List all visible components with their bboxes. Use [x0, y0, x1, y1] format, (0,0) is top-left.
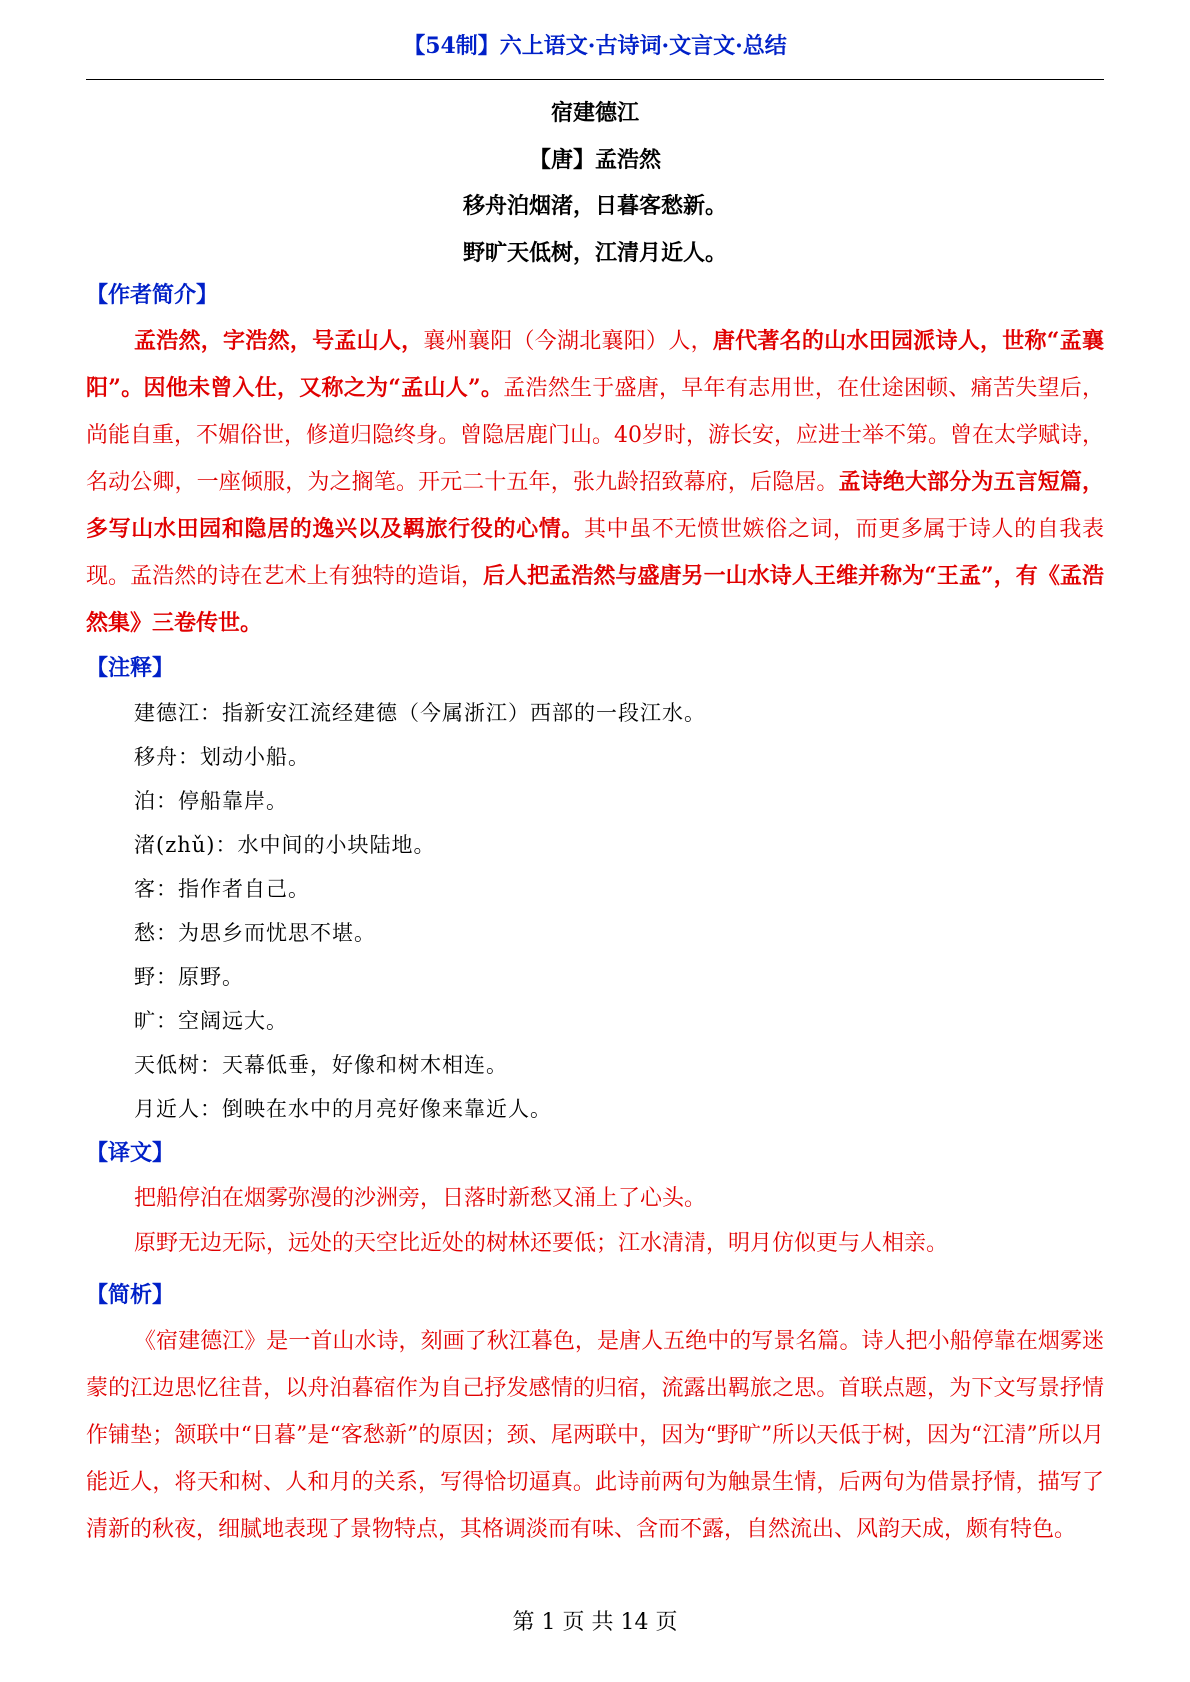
note-item: 渚(zhǔ)：水中间的小块陆地。 — [134, 833, 436, 857]
translation-line: 把船停泊在烟雾弥漫的沙洲旁，日落时新愁又涌上了心头。 — [134, 1186, 707, 1211]
intro-segment: 孟浩然，字浩然，号孟山人， — [134, 328, 424, 354]
note-item: 移舟：划动小船。 — [134, 745, 310, 769]
poem-line: 移舟泊烟渚，日暮客愁新。 — [462, 193, 727, 219]
note-item: 愁：为思乡而忧思不堪。 — [134, 921, 376, 945]
notes-section — [86, 645, 1104, 1131]
poem-block — [86, 90, 1104, 276]
note-item: 客：指作者自己。 — [134, 877, 310, 901]
analysis-heading: 【简析】 — [86, 1282, 175, 1308]
poem-line: 野旷天低树，江清月近人。 — [462, 239, 727, 266]
analysis-section — [86, 1272, 1104, 1553]
author-intro-section — [86, 272, 1104, 647]
intro-segment: 襄州襄阳（今湖北襄阳）人， — [423, 329, 713, 354]
poem-title: 宿建德江 — [550, 100, 639, 126]
translation-line: 原野无边无际，远处的天空比近处的树林还要低；江水清清，明月仿似更与人相亲。 — [134, 1231, 949, 1256]
intro-segment: 孟浩然生于盛唐，早年有志用世，在仕途困顿、痛苦失望后，尚能自重，不媚俗世，修道归隐终身。曾隐居鹿门山。40岁时，游长安，应进士举不第。曾在太学赋诗，名动公卿，一座倾服，为之搁笔。开元二十五年，张九龄招致幕府，后隐居。 — [86, 376, 1104, 495]
author-intro-paragraph — [86, 318, 1104, 647]
analysis-paragraph: 《宿建德江》是一首山水诗，刻画了秋江暮色，是唐人五绝中的写景名篇。诗人把小船停靠在烟雾迷蒙的江边思忆往昔，以舟泊暮宿作为自己抒发感情的归宿，流露出羁旅之思。首联点题，为下文写景抒情作铺垫；颔联中“日暮”是“客愁新”的原因；颈、尾两联中，因为“野旷”所以天低于树，因为“江清”所以月能近人，将天和树、人和月的关系，写得恰切逼真。此诗前两句为触景生情，后两句为借景抒情，描写了清新的秋夜，细腻地表现了景物特点，其格调淡而有味、含而不露，自然流出、风韵天成，颇有特色。 — [86, 1329, 1104, 1542]
note-item: 旷：空阔远大。 — [134, 1009, 288, 1033]
note-item: 泊：停船靠岸。 — [134, 789, 288, 813]
note-item: 月近人：倒映在水中的月亮好像来靠近人。 — [134, 1097, 552, 1121]
intro-segment: 唐代著名的山水田园派诗人，世称“孟襄阳”。因他未曾入仕，又称之为“孟山人”。 — [86, 328, 1104, 401]
header-divider — [86, 79, 1104, 80]
translation-section — [86, 1130, 1104, 1266]
author-intro-heading: 【作者简介】 — [86, 282, 219, 308]
page-footer: 第 1 页 共 14 页 — [512, 1610, 678, 1635]
translation-heading: 【译文】 — [86, 1140, 175, 1166]
note-item: 野：原野。 — [134, 965, 244, 989]
page-header: 【54制】六上语文·古诗词·文言文·总结 — [403, 33, 787, 59]
notes-heading: 【注释】 — [86, 655, 175, 681]
note-item: 天低树：天幕低垂，好像和树木相连。 — [134, 1053, 508, 1077]
intro-segment: 其中虽不无愤世嫉俗之词，而更多属于诗人的自我表现。孟浩然的诗在艺术上有独特的造诣， — [86, 517, 1104, 589]
intro-segment: 孟诗绝大部分为五言短篇，多写山水田园和隐居的逸兴以及羁旅行役的心情。 — [86, 469, 1104, 542]
poem-author: 【唐】孟浩然 — [528, 146, 661, 173]
intro-segment: 后人把孟浩然与盛唐另一山水诗人王维并称为“王孟”，有《孟浩然集》三卷传世。 — [86, 563, 1104, 636]
note-item: 建德江：指新安江流经建德（今属浙江）西部的一段江水。 — [134, 701, 706, 725]
